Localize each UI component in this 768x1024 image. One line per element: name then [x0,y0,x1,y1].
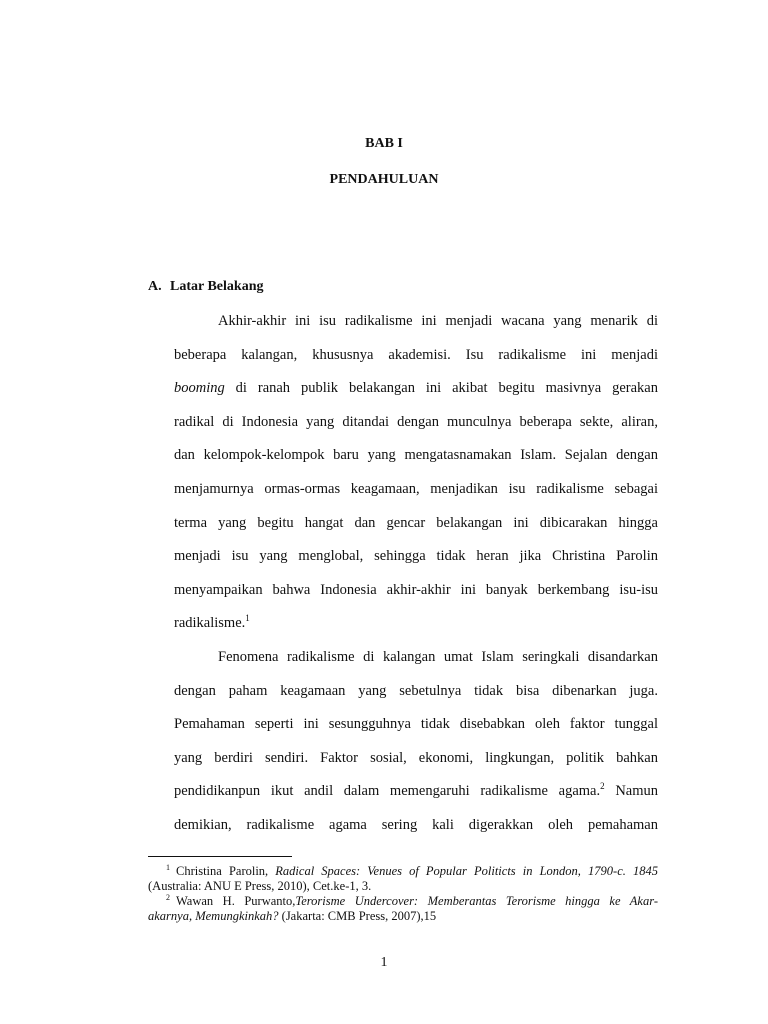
footnote-line [166,864,658,879]
footnote-line [166,894,658,909]
footnote-text: (Jakarta: CMB Press, 2007),15 [278,909,437,923]
chapter-number: BAB I [365,136,403,151]
footnote-title: akarnya, Memungkinkah? [148,909,279,923]
section-title: Latar Belakang [170,279,264,294]
chapter-title: PENDAHULUAN [329,172,439,187]
paragraph-line: Akhir-akhir ini isu radikalisme ini menjadi wacana yang menarik di [218,313,658,329]
paragraph-line: yang berdiri sendiri. Faktor sosial, ekonomi, lingkungan, politik bahkan [174,750,658,766]
paragraph-line: menjamurnya ormas-ormas keagamaan, menjadikan isu radikalisme sebagai [174,481,658,497]
footnote-line [148,909,658,924]
footnote-title: Radical Spaces: Venues of Popular Politicts in London, 1790-c. 1845 [275,864,658,878]
paragraph-line-text: radikalisme. [174,615,246,631]
section-heading [148,279,263,295]
footnote-number: 1 [166,863,170,872]
paragraph-line: demikian, radikalisme agama sering kali digerakkan oleh pemahaman [174,817,658,833]
footnote-reference[interactable]: 1 [245,613,250,623]
paragraph-line: dan kelompok-kelompok baru yang mengatasnamakan Islam. Sejalan dengan [174,447,658,463]
paragraph-line: Fenomena radikalisme di kalangan umat Islam seringkali disandarkan [218,649,658,665]
section-marker: A. [148,279,162,294]
paragraph-line: Pemahaman seperti ini sesungguhnya tidak disebabkan oleh faktor tunggal [174,716,658,732]
footnote-title: Terorisme Undercover: Memberantas Terorisme hingga ke Akar- [295,894,658,908]
paragraph-line-text: di ranah publik belakangan ini akibat begitu masivnya gerakan [224,380,658,396]
page-number: 1 [380,955,388,970]
paragraph-line: dengan paham keagamaan yang sebetulnya tidak bisa dibenarkan juga. [174,683,658,699]
paragraph-line [174,783,658,800]
footnote-text: Christina Parolin, [176,864,276,878]
footnote-reference[interactable]: 2 [600,781,605,791]
paragraph-line [174,615,658,632]
paragraph-line: terma yang begitu hangat dan gencar belakangan ini dibicarakan hingga [174,515,658,531]
footnote-number: 2 [166,893,170,902]
italic-term: booming [174,380,225,396]
paragraph-line: menjadi isu yang menglobal, sehingga tidak heran jika Christina Parolin [174,548,658,564]
paragraph-line: menyampaikan bahwa Indonesia akhir-akhir ini banyak berkembang isu-isu [174,582,658,598]
footnote-separator [148,856,292,857]
paragraph-line-text: Namun [604,783,659,799]
footnote-text: Wawan H. Purwanto, [176,894,296,908]
paragraph-line-text: pendidikanpun ikut andil dalam memengaruhi radikalisme agama. [174,783,601,799]
paragraph-line: beberapa kalangan, khususnya akademisi. Isu radikalisme ini menjadi [174,347,658,363]
footnote-line: (Australia: ANU E Press, 2010), Cet.ke-1, 3. [148,879,372,893]
paragraph-line [174,380,658,397]
paragraph-line: radikal di Indonesia yang ditandai dengan munculnya beberapa sekte, aliran, [174,414,658,430]
